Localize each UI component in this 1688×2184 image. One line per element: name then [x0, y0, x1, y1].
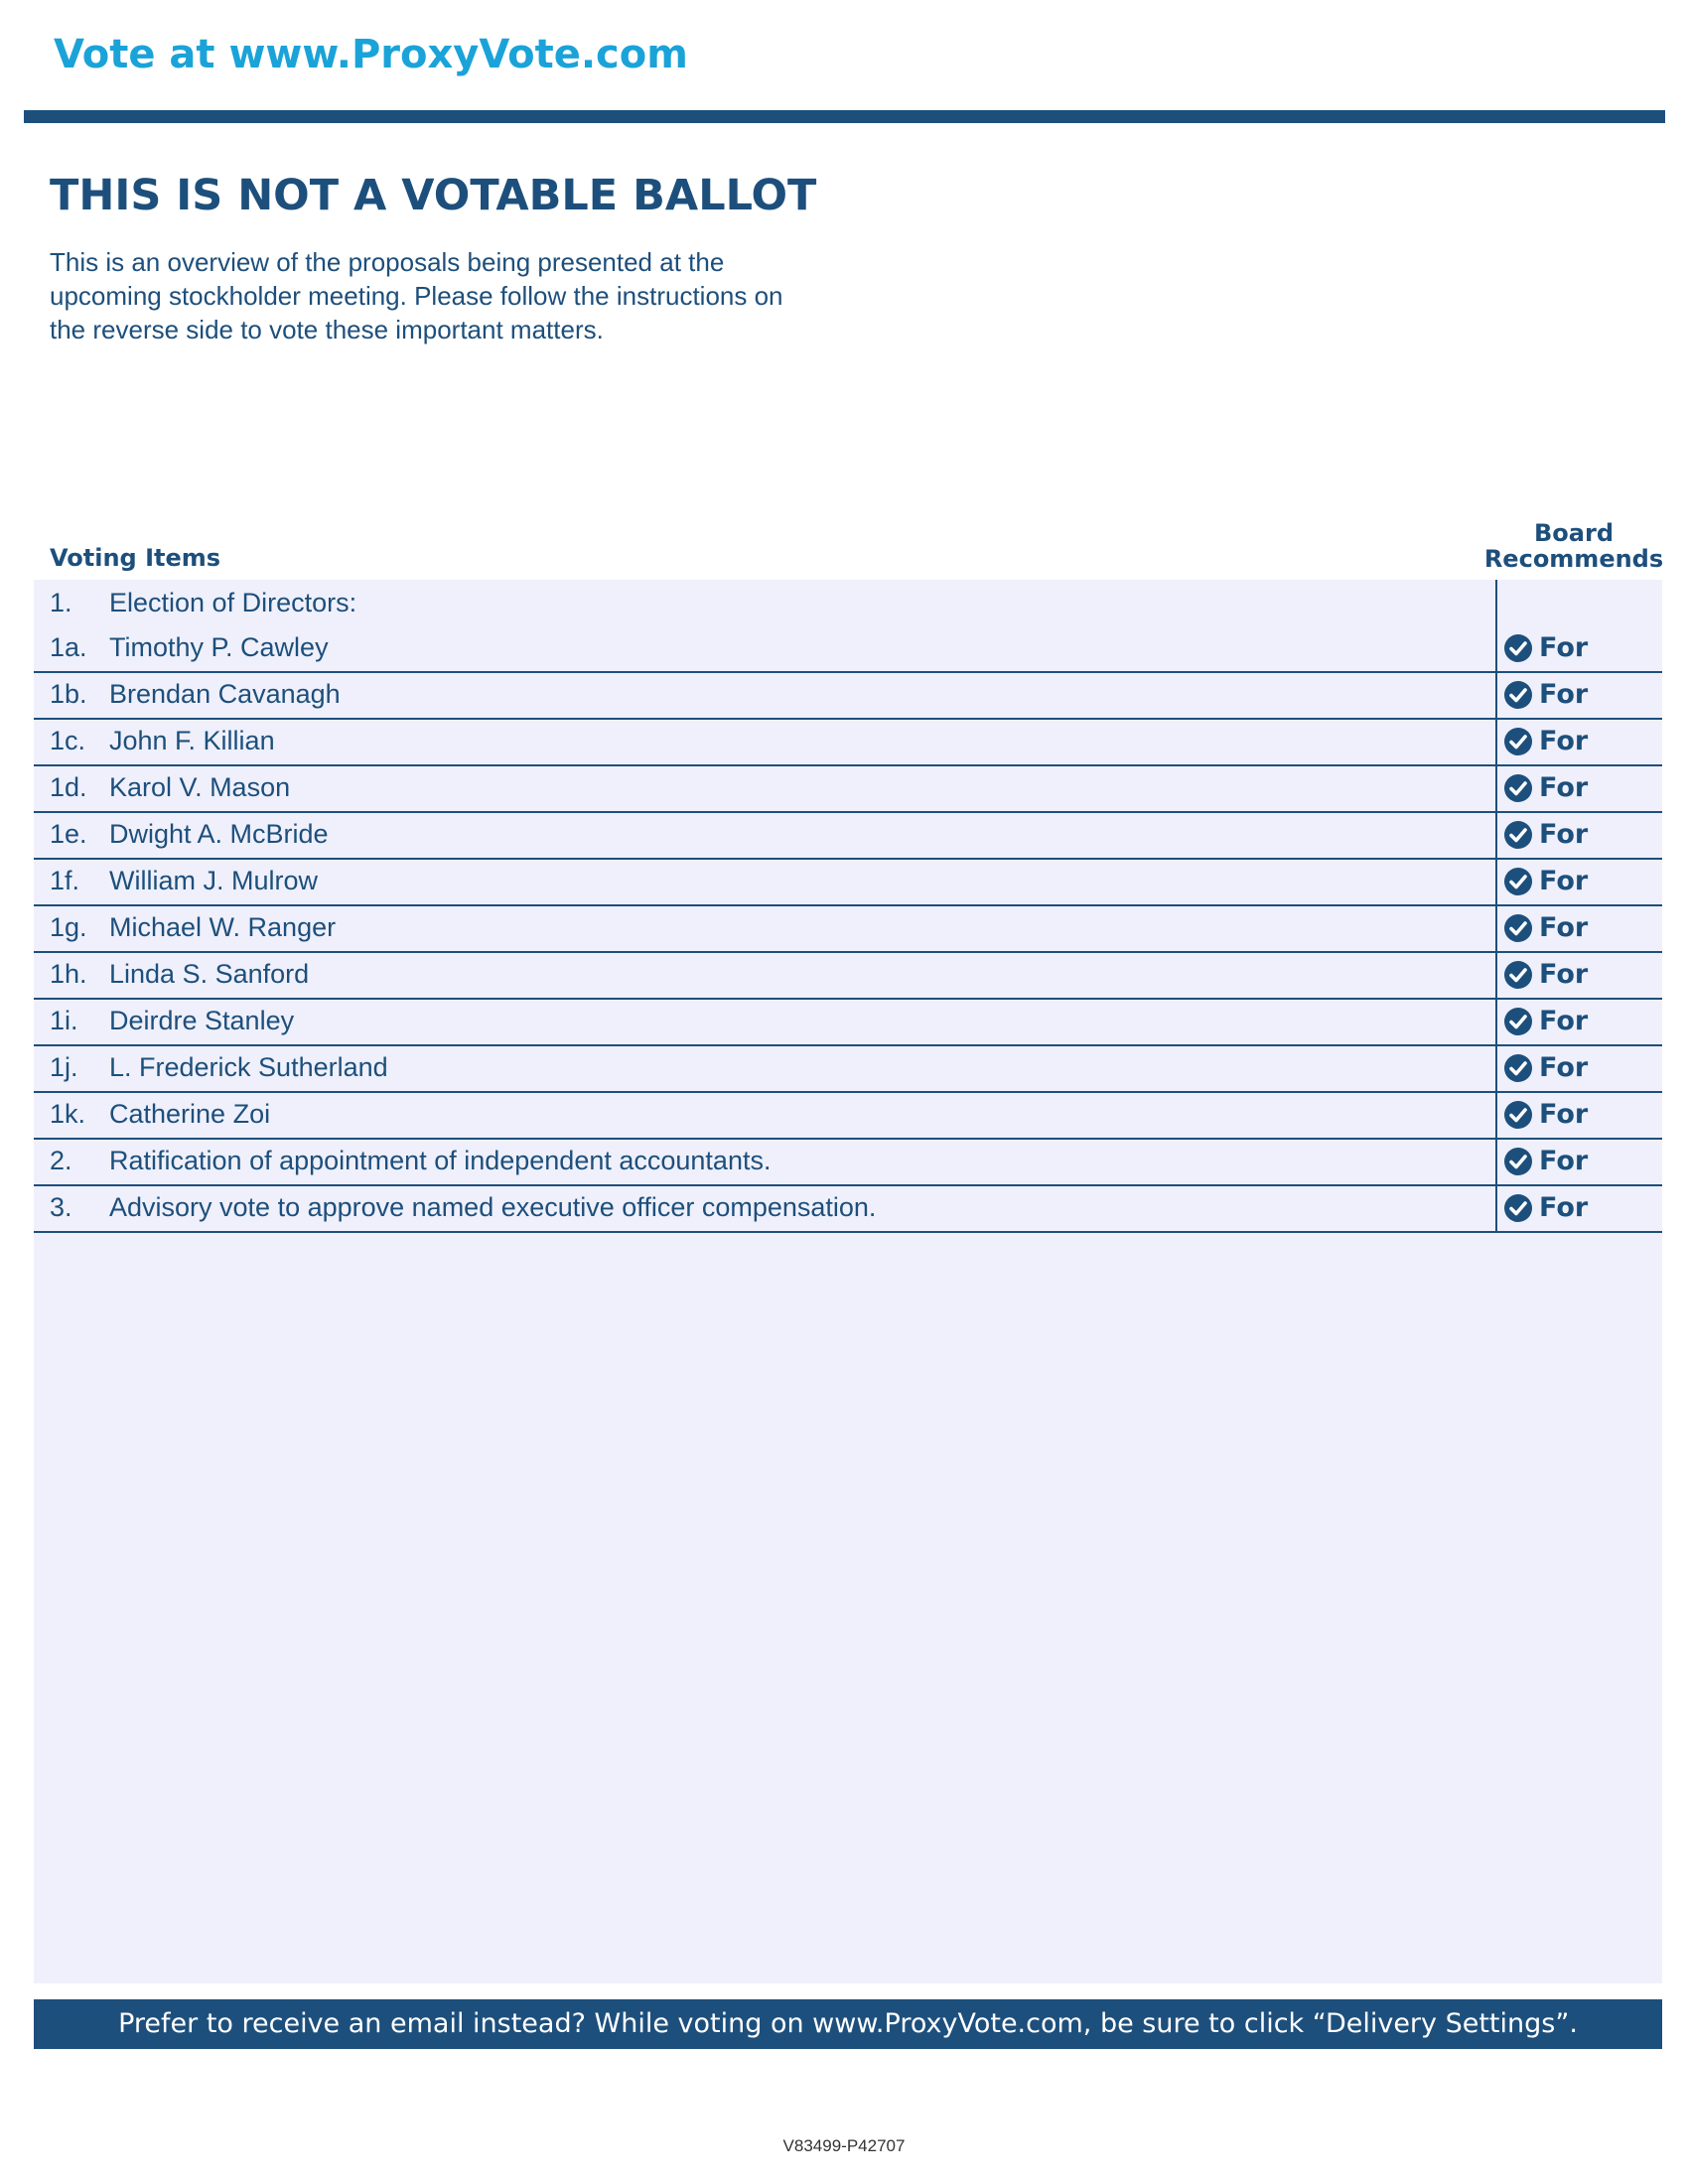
column-header-voting-items: Voting Items — [50, 544, 221, 572]
item-number: 1h. — [50, 959, 87, 989]
recommendation-label: For — [1539, 959, 1589, 990]
check-circle-icon — [1503, 913, 1533, 943]
recommendation-label: For — [1539, 772, 1589, 803]
item-number: 1j. — [50, 1052, 78, 1082]
check-circle-icon — [1503, 867, 1533, 896]
item-text: Election of Directors: — [109, 588, 357, 617]
delivery-settings-banner: Prefer to receive an email instead? While voting on www.ProxyVote.com, be sure to click “Delivery Settings”. — [34, 1999, 1662, 2049]
recommendation-cell — [1495, 580, 1664, 626]
recommendation-cell — [1495, 1140, 1664, 1184]
item-text: Michael W. Ranger — [109, 912, 337, 942]
intro-line: the reverse side to vote these important matters. — [50, 315, 604, 344]
check-circle-icon — [1503, 1100, 1533, 1130]
page-title: THIS IS NOT A VOTABLE BALLOT — [50, 171, 817, 220]
table-row — [34, 860, 1662, 906]
check-circle-icon — [1503, 680, 1533, 710]
recommendation-label: For — [1539, 726, 1589, 756]
item-text: Brendan Cavanagh — [109, 679, 341, 709]
item-text: Deirdre Stanley — [109, 1006, 295, 1035]
check-circle-icon — [1503, 727, 1533, 756]
recommendation-label: For — [1539, 819, 1589, 850]
vote-link[interactable]: Vote at www.ProxyVote.com — [54, 32, 688, 77]
recommendation-label: For — [1539, 1099, 1589, 1130]
check-circle-icon — [1503, 773, 1533, 803]
check-circle-icon — [1503, 1007, 1533, 1036]
item-text: John F. Killian — [109, 726, 275, 755]
table-row — [34, 626, 1662, 673]
item-number: 1e. — [50, 819, 87, 849]
item-text: Timothy P. Cawley — [109, 632, 329, 662]
table-row — [34, 1186, 1662, 1233]
recommendation-cell — [1495, 1046, 1664, 1091]
table-row — [34, 673, 1662, 720]
item-text: Dwight A. McBride — [109, 819, 329, 849]
item-number: 1d. — [50, 772, 87, 802]
table-row — [34, 953, 1662, 1000]
header-rule — [24, 110, 1665, 123]
voting-items-table — [34, 580, 1662, 1233]
recommendation-label: For — [1539, 679, 1589, 710]
recommendation-cell — [1495, 813, 1664, 858]
recommendation-cell — [1495, 673, 1664, 718]
item-number: 1b. — [50, 679, 87, 709]
recommendation-cell — [1495, 1000, 1664, 1044]
item-text: Catherine Zoi — [109, 1099, 271, 1129]
recommendation-cell — [1495, 906, 1664, 951]
recommendation-cell — [1495, 1093, 1664, 1138]
item-text: L. Frederick Sutherland — [109, 1052, 388, 1082]
intro-paragraph — [50, 245, 864, 346]
recommendation-cell — [1495, 720, 1664, 764]
table-row — [34, 1140, 1662, 1186]
item-number: 1k. — [50, 1099, 86, 1129]
column-header-board-recommends — [1479, 520, 1668, 572]
table-row — [34, 906, 1662, 953]
recommendation-label: For — [1539, 1146, 1589, 1176]
recommendation-label: For — [1539, 1006, 1589, 1036]
item-text: Karol V. Mason — [109, 772, 291, 802]
item-text: William J. Mulrow — [109, 866, 319, 895]
recommendation-cell — [1495, 1186, 1664, 1231]
recommendation-cell — [1495, 860, 1664, 904]
intro-line: upcoming stockholder meeting. Please follow the instructions on — [50, 281, 783, 311]
intro-line: This is an overview of the proposals being presented at the — [50, 247, 725, 277]
check-circle-icon — [1503, 1147, 1533, 1176]
item-text: Linda S. Sanford — [109, 959, 310, 989]
table-row — [34, 1093, 1662, 1140]
recommendation-cell — [1495, 626, 1664, 671]
item-text: Advisory vote to approve named executive officer compensation. — [109, 1192, 877, 1222]
section-heading-row — [34, 580, 1662, 626]
check-circle-icon — [1503, 633, 1533, 663]
check-circle-icon — [1503, 1193, 1533, 1223]
check-circle-icon — [1503, 820, 1533, 850]
item-text: Ratification of appointment of independent accountants. — [109, 1146, 772, 1175]
check-circle-icon — [1503, 960, 1533, 990]
item-number: 2. — [50, 1146, 72, 1175]
item-number: 1a. — [50, 632, 87, 662]
table-row — [34, 766, 1662, 813]
table-row — [34, 1000, 1662, 1046]
column-header-line: Board — [1534, 519, 1614, 547]
item-number: 3. — [50, 1192, 72, 1222]
table-row — [34, 720, 1662, 766]
recommendation-cell — [1495, 953, 1664, 998]
recommendation-label: For — [1539, 632, 1589, 663]
item-number: 1c. — [50, 726, 86, 755]
document-code: V83499-P42707 — [782, 2136, 906, 2155]
table-row — [34, 1046, 1662, 1093]
recommendation-label: For — [1539, 1052, 1589, 1083]
item-number: 1. — [50, 588, 72, 617]
column-header-line: Recommends — [1483, 545, 1664, 573]
recommendation-label: For — [1539, 866, 1589, 896]
item-number: 1g. — [50, 912, 87, 942]
recommendation-cell — [1495, 766, 1664, 811]
recommendation-label: For — [1539, 1192, 1589, 1223]
check-circle-icon — [1503, 1053, 1533, 1083]
item-number: 1f. — [50, 866, 80, 895]
table-row — [34, 813, 1662, 860]
item-number: 1i. — [50, 1006, 78, 1035]
recommendation-label: For — [1539, 912, 1589, 943]
